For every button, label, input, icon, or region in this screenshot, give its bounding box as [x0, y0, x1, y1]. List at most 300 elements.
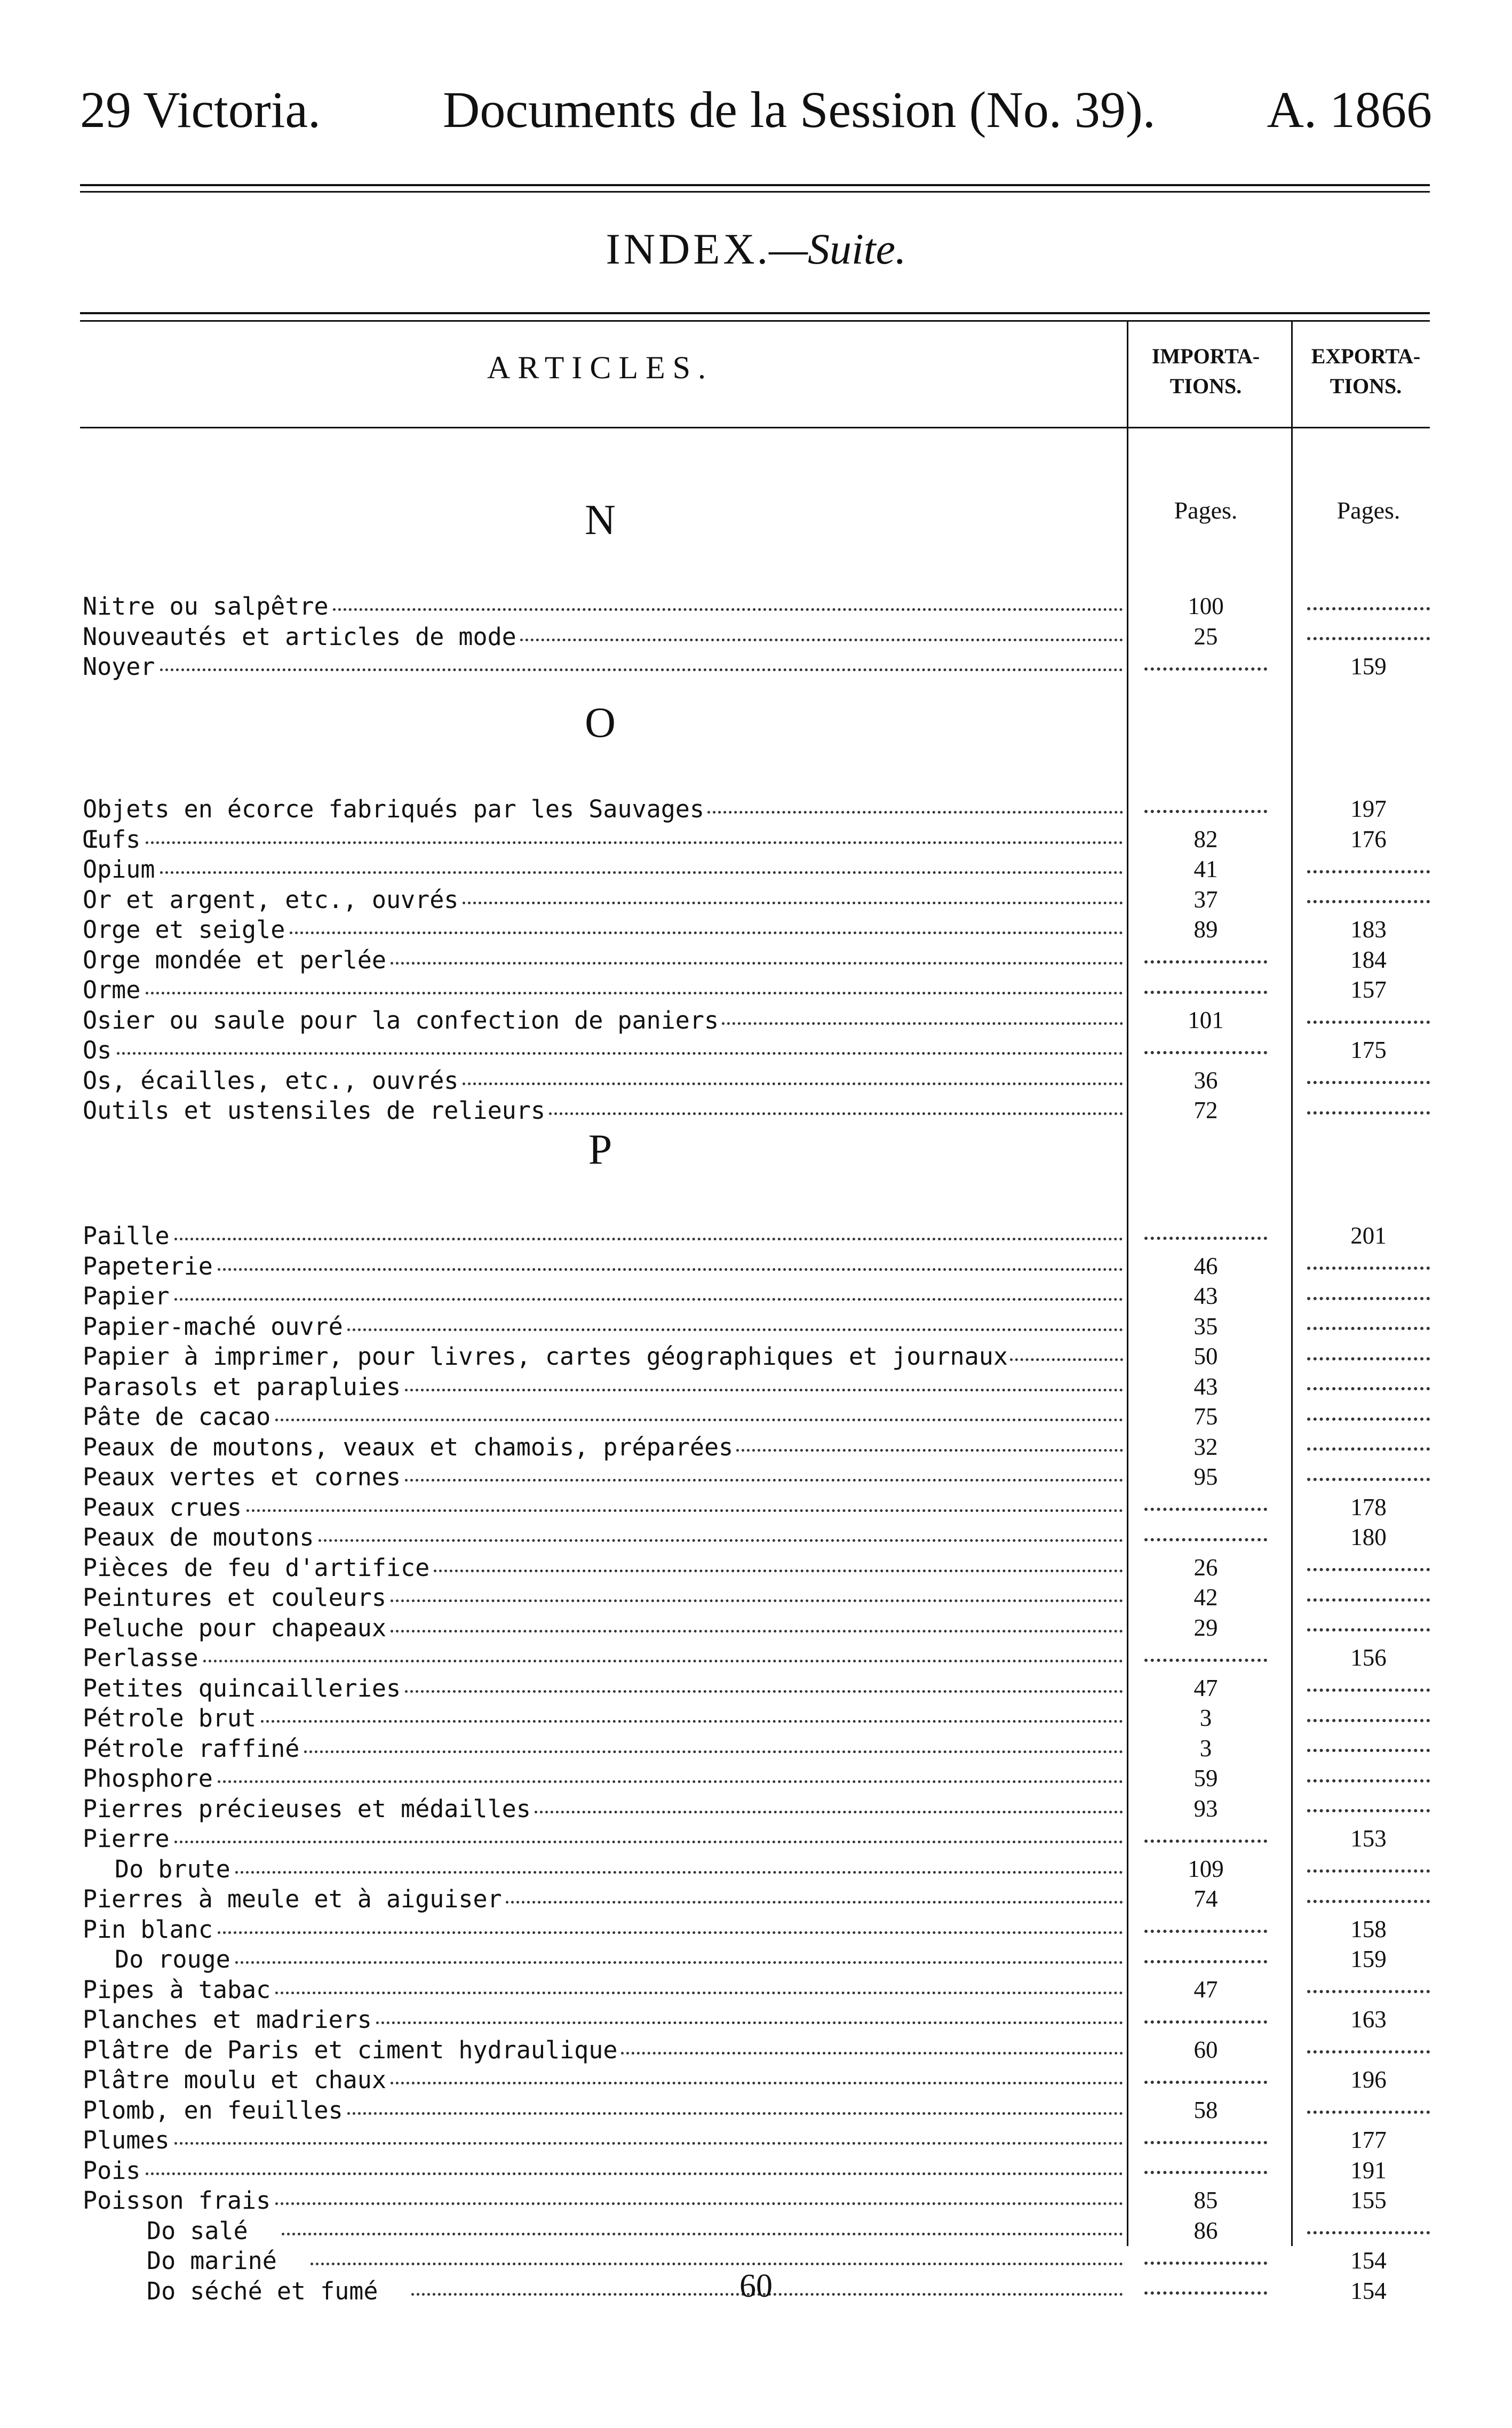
article-label: Peaux vertes et cornes [83, 1463, 401, 1491]
exportations-page [1307, 623, 1430, 650]
index-row [0, 2036, 1512, 2066]
dot-leader [1010, 1358, 1123, 1361]
dot-leader [405, 1690, 1123, 1693]
article-label: Do brute [115, 1854, 230, 1883]
exportations-page [1307, 1096, 1430, 1124]
importations-page: 60 [1193, 2036, 1218, 2063]
empty-dots [1307, 1900, 1430, 1903]
dot-leader [203, 1660, 1123, 1662]
dot-leader [707, 811, 1123, 814]
dot-leader [391, 1630, 1123, 1633]
index-row [0, 795, 1512, 825]
importations-page: 100 [1188, 593, 1224, 619]
empty-dots [1307, 1418, 1430, 1421]
importations-page [1144, 1825, 1267, 1852]
exportations-page: 175 [1350, 1037, 1387, 1063]
exportations-pages-label: Pages. [1336, 497, 1400, 524]
article-label: Pipes à tabac [83, 1975, 271, 2004]
index-row [0, 916, 1512, 945]
importations-page: 95 [1193, 1463, 1218, 1490]
exportations-page: 201 [1350, 1222, 1387, 1249]
exportations-page [1307, 1764, 1430, 1792]
importations-page: 58 [1193, 2096, 1218, 2123]
running-head-center: Documents de la Session (No. 39). [443, 81, 1156, 138]
index-row [0, 1554, 1512, 1583]
article-label: Or et argent, etc., ouvrés [83, 885, 459, 914]
index-row [0, 1342, 1512, 1372]
index-row [0, 1734, 1512, 1764]
importations-page [1144, 2156, 1267, 2184]
index-row [0, 2005, 1512, 2035]
empty-dots [1307, 1990, 1430, 1993]
dot-leader [333, 608, 1123, 611]
index-row [0, 1066, 1512, 1096]
exportations-page: 155 [1350, 2187, 1387, 2214]
index-row [0, 1463, 1512, 1493]
index-row [0, 1006, 1512, 1036]
article-label: Orge et seigle [83, 916, 285, 944]
dot-leader [160, 668, 1123, 671]
empty-dots [1307, 1387, 1430, 1390]
importations-page: 59 [1193, 1765, 1218, 1792]
importations-page: 26 [1193, 1554, 1218, 1581]
article-label: Orme [83, 976, 141, 1004]
importations-page: 29 [1193, 1614, 1218, 1641]
importations-page [1144, 2066, 1267, 2093]
articles-header: ARTICLES. [487, 350, 714, 385]
index-row [0, 1915, 1512, 1945]
dot-leader [405, 1479, 1123, 1482]
dot-leader [275, 1419, 1123, 1421]
article-label: Noyer [83, 652, 155, 681]
article-label: Do salé [147, 2216, 248, 2245]
exportations-page: 163 [1350, 2006, 1387, 2033]
index-row [0, 946, 1512, 976]
dot-leader [405, 1389, 1123, 1391]
exportations-page: 196 [1350, 2066, 1387, 2093]
index-row [0, 2217, 1512, 2247]
index-row [0, 1222, 1512, 1252]
importations-page [1144, 1945, 1267, 1973]
exportations-page [1307, 1674, 1430, 1702]
empty-dots [1144, 2171, 1267, 2174]
table-top-rule-1 [80, 312, 1430, 314]
article-label: Petites quincailleries [83, 1674, 401, 1702]
exportations-page: 157 [1350, 976, 1387, 1003]
dot-leader [290, 932, 1123, 934]
exportations-page [1307, 1066, 1430, 1094]
empty-dots [1144, 960, 1267, 964]
exportations-page [1307, 886, 1430, 913]
exportations-page [1307, 2036, 1430, 2064]
dot-leader [174, 1238, 1123, 1240]
article-label: Orge mondée et perlée [83, 945, 386, 974]
index-row [0, 1976, 1512, 2005]
importations-page [1144, 2126, 1267, 2154]
index-row [0, 1282, 1512, 1312]
empty-dots [1307, 900, 1430, 903]
dot-leader [621, 2052, 1123, 2055]
index-row [0, 1674, 1512, 1704]
exportations-page: 159 [1350, 653, 1387, 680]
index-row [0, 1644, 1512, 1674]
exportations-page [1307, 1795, 1430, 1822]
exportations-page: 178 [1350, 1493, 1387, 1521]
importations-page [1144, 795, 1267, 823]
exportations-page [1307, 1312, 1430, 1340]
dot-leader [246, 1509, 1123, 1512]
index-row [0, 1252, 1512, 1282]
importations-page: 46 [1193, 1252, 1218, 1279]
importations-page: 36 [1193, 1066, 1218, 1094]
importations-page: 3 [1199, 1734, 1212, 1762]
article-label: Nouveautés et articles de mode [83, 622, 516, 651]
dot-leader [391, 1599, 1123, 1602]
index-row [0, 2126, 1512, 2156]
index-row [0, 1704, 1512, 1734]
index-title-suffix: .—Suite. [758, 225, 906, 273]
empty-dots [1144, 1538, 1267, 1541]
importations-page [1144, 946, 1267, 974]
article-label: Peluche pour chapeaux [83, 1613, 386, 1642]
empty-dots [1307, 1081, 1430, 1084]
index-row [0, 1583, 1512, 1613]
importations-page: 41 [1193, 856, 1218, 882]
index-row [0, 1614, 1512, 1644]
index-row [0, 652, 1512, 682]
index-row [0, 1523, 1512, 1553]
empty-dots [1307, 870, 1430, 873]
exportations-page [1307, 1403, 1430, 1430]
importations-page: 47 [1193, 1674, 1218, 1701]
index-row [0, 825, 1512, 855]
exportations-page: 177 [1350, 2127, 1387, 2153]
importations-page [1144, 1644, 1267, 1671]
dot-leader [304, 1750, 1123, 1753]
running-head-right: A. 1866 [1267, 81, 1432, 138]
exportations-page [1307, 855, 1430, 883]
empty-dots [1307, 1447, 1430, 1451]
importations-page [1144, 652, 1267, 680]
dot-leader [275, 2202, 1123, 2205]
article-label: Planches et madriers [83, 2005, 372, 2034]
empty-dots [1144, 667, 1267, 671]
exportations-page [1307, 1282, 1430, 1310]
empty-dots [1307, 1719, 1430, 1722]
empty-dots [1307, 1267, 1430, 1270]
dot-leader [218, 1780, 1123, 1783]
importations-page: 109 [1188, 1855, 1224, 1882]
importations-page: 74 [1193, 1885, 1218, 1912]
index-row [0, 1885, 1512, 1915]
dot-leader [347, 2112, 1123, 2115]
article-label: Do rouge [115, 1945, 230, 1973]
dot-leader [535, 1811, 1123, 1813]
empty-dots [1144, 991, 1267, 994]
exportations-page [1307, 2096, 1430, 2124]
dot-leader [275, 1992, 1123, 1994]
dot-leader [463, 902, 1123, 904]
article-label: Pièces de feu d'artifice [83, 1553, 430, 1582]
exportations-page [1307, 1373, 1430, 1400]
importations-header [1131, 341, 1280, 401]
empty-dots [1144, 810, 1267, 813]
empty-dots [1307, 1111, 1430, 1115]
importations-page: 82 [1193, 825, 1218, 853]
exportations-page: 184 [1350, 946, 1387, 973]
dot-leader [391, 962, 1123, 965]
article-label: Poisson frais [83, 2186, 271, 2215]
dot-leader [506, 1901, 1123, 1904]
exportations-page: 159 [1350, 1946, 1387, 1972]
exportations-page: 191 [1350, 2156, 1387, 2184]
column-header-rule [80, 427, 1430, 428]
article-label: Plomb, en feuilles [83, 2096, 343, 2124]
importations-page: 43 [1193, 1283, 1218, 1309]
exportations-page [1307, 1463, 1430, 1491]
article-label: Pierres précieuses et médailles [83, 1794, 531, 1823]
index-row [0, 1403, 1512, 1432]
article-label: Pétrole raffiné [83, 1734, 300, 1763]
article-label: Parasols et parapluies [83, 1372, 401, 1401]
empty-dots [1307, 1809, 1430, 1812]
article-label: Opium [83, 855, 155, 883]
article-label: Pierres à meule et à aiguiser [83, 1885, 502, 1913]
article-label: Plâtre de Paris et ciment hydraulique [83, 2035, 618, 2064]
index-row [0, 1945, 1512, 1975]
exportations-page [1307, 1704, 1430, 1732]
index-row [0, 2096, 1512, 2126]
index-row [0, 1855, 1512, 1885]
importations-page: 85 [1193, 2187, 1218, 2214]
exportations-page [1307, 1554, 1430, 1581]
article-label: Papier à imprimer, pour livres, cartes géographiques et journaux [83, 1342, 1008, 1371]
index-row [0, 1825, 1512, 1854]
dot-leader [218, 1931, 1123, 1934]
article-label: Œufs [83, 825, 141, 854]
exportations-page: 154 [1350, 2247, 1387, 2274]
empty-dots [1144, 1840, 1267, 1843]
article-label: Peaux de moutons [83, 1523, 314, 1551]
dot-leader [174, 2142, 1123, 2145]
exportations-page [1307, 1433, 1430, 1461]
importations-header-line1: IMPORTA- [1151, 344, 1260, 368]
dot-leader [376, 2021, 1123, 2024]
index-row [0, 1312, 1512, 1342]
article-label: Pin blanc [83, 1915, 213, 1944]
section-letter-n: N [585, 497, 616, 544]
importations-page: 89 [1193, 916, 1218, 943]
empty-dots [1307, 607, 1430, 610]
header-rule-1 [80, 184, 1430, 186]
importations-page: 42 [1193, 1584, 1218, 1611]
importations-page: 3 [1199, 1705, 1212, 1731]
index-row [0, 623, 1512, 652]
empty-dots [1307, 1568, 1430, 1571]
empty-dots [1144, 2141, 1267, 2144]
empty-dots [1307, 1628, 1430, 1631]
empty-dots [1144, 1051, 1267, 1054]
section-letter-o: O [585, 699, 616, 746]
exportations-page: 153 [1350, 1825, 1387, 1852]
article-label: Outils et ustensiles de relieurs [83, 1096, 545, 1125]
article-label: Osier ou saule pour la confection de paniers [83, 1006, 719, 1034]
article-label: Do séché et fumé [147, 2276, 378, 2305]
article-label: Os [83, 1036, 112, 1064]
exportations-header-line1: EXPORTA- [1311, 344, 1421, 368]
importations-page [1144, 1222, 1267, 1249]
empty-dots [1144, 1960, 1267, 1963]
index-row [0, 592, 1512, 622]
importations-header-line2: TIONS. [1169, 374, 1242, 398]
index-row [0, 1036, 1512, 1066]
index-row [0, 2186, 1512, 2216]
dot-leader [218, 1268, 1123, 1271]
exportations-page [1307, 1734, 1430, 1762]
article-label: Papier-maché ouvré [83, 1312, 343, 1341]
empty-dots [1307, 1357, 1430, 1360]
empty-dots [1144, 1930, 1267, 1933]
exportations-page: 197 [1350, 795, 1387, 822]
dot-leader [146, 841, 1123, 844]
index-row [0, 1764, 1512, 1794]
empty-dots [1144, 1237, 1267, 1240]
running-head [80, 80, 1432, 139]
dot-leader [722, 1022, 1123, 1025]
exportations-page: 156 [1350, 1644, 1387, 1671]
empty-dots [1307, 2231, 1430, 2234]
section-letter-p: P [588, 1126, 612, 1173]
article-label: Pâte de cacao [83, 1403, 271, 1431]
importations-page: 50 [1193, 1343, 1218, 1370]
importations-page: 93 [1193, 1795, 1218, 1822]
table-top-rule-2 [80, 320, 1430, 322]
exportations-header-line2: TIONS. [1330, 374, 1402, 398]
exportations-page [1307, 1976, 1430, 2003]
article-label: Paille [83, 1222, 170, 1250]
dot-leader [319, 1539, 1123, 1542]
dot-leader [391, 2082, 1123, 2084]
exportations-page [1307, 1614, 1430, 1642]
empty-dots [1307, 1598, 1430, 1602]
exportations-page [1307, 1342, 1430, 1370]
empty-dots [1144, 2262, 1267, 2265]
importations-page: 75 [1193, 1403, 1218, 1430]
exportations-page [1307, 1006, 1430, 1034]
empty-dots [1307, 1779, 1430, 1782]
article-label: Pois [83, 2156, 141, 2185]
empty-dots [1144, 1508, 1267, 1511]
empty-dots [1307, 1478, 1430, 1481]
exportations-page: 158 [1350, 1915, 1387, 1943]
exportations-page [1307, 1885, 1430, 1913]
exportations-page: 154 [1350, 2277, 1387, 2304]
exportations-page [1307, 1855, 1430, 1883]
index-row [0, 1795, 1512, 1825]
index-row [0, 1373, 1512, 1403]
importations-page: 43 [1193, 1373, 1218, 1400]
running-head-left: 29 Victoria. [80, 81, 321, 138]
importations-page [1144, 1523, 1267, 1551]
empty-dots [1307, 2111, 1430, 2114]
dot-leader [311, 2263, 1123, 2265]
importations-page: 86 [1193, 2217, 1218, 2244]
empty-dots [1307, 1869, 1430, 1873]
index-row [0, 886, 1512, 916]
empty-dots [1307, 1749, 1430, 1752]
article-label: Plumes [83, 2126, 170, 2154]
exportations-header [1291, 341, 1441, 401]
importations-page: 25 [1193, 623, 1218, 650]
importations-page: 37 [1193, 886, 1218, 913]
article-label: Do mariné [147, 2247, 277, 2275]
article-label: Peintures et couleurs [83, 1583, 386, 1612]
dot-leader [174, 1841, 1123, 1843]
importations-page [1144, 1036, 1267, 1064]
importations-page [1144, 1915, 1267, 1943]
exportations-page: 183 [1350, 916, 1387, 943]
index-row [0, 2156, 1512, 2186]
index-row [0, 1433, 1512, 1463]
empty-dots [1307, 1689, 1430, 1692]
article-label: Phosphore [83, 1764, 213, 1793]
dot-leader [160, 871, 1123, 874]
dot-leader [434, 1570, 1123, 1572]
article-label: Objets en écorce fabriqués par les Sauvages [83, 795, 704, 823]
importations-page [1144, 2005, 1267, 2033]
dot-leader [235, 1871, 1123, 1874]
exportations-page: 176 [1350, 825, 1387, 853]
exportations-page [1307, 1252, 1430, 1280]
dot-leader [736, 1449, 1123, 1452]
article-label: Perlasse [83, 1644, 198, 1672]
dot-leader [463, 1082, 1123, 1085]
exportations-page [1307, 592, 1430, 620]
article-label: Peaux crues [83, 1493, 242, 1522]
index-row [0, 976, 1512, 1006]
header-rule-2 [80, 191, 1430, 193]
article-label: Papier [83, 1282, 170, 1310]
importations-page: 32 [1193, 1433, 1218, 1460]
empty-dots [1307, 2050, 1430, 2053]
empty-dots [1144, 2020, 1267, 2024]
article-label: Peaux de moutons, veaux et chamois, préparées [83, 1432, 734, 1461]
index-row [0, 855, 1512, 885]
dot-leader [347, 1328, 1123, 1331]
index-row [0, 1096, 1512, 1126]
index-row [0, 2066, 1512, 2096]
article-label: Pétrole brut [83, 1704, 257, 1732]
empty-dots [1307, 1327, 1430, 1330]
empty-dots [1307, 1021, 1430, 1024]
importations-page: 72 [1193, 1097, 1218, 1124]
importations-page: 35 [1193, 1312, 1218, 1340]
dot-leader [520, 639, 1123, 641]
exportations-page: 180 [1350, 1524, 1387, 1550]
article-label: Papeterie [83, 1252, 213, 1280]
page-number: 60 [739, 2268, 773, 2304]
article-label: Nitre ou salpêtre [83, 592, 329, 620]
empty-dots [1144, 1659, 1267, 1662]
importations-page [1144, 1493, 1267, 1521]
dot-leader [261, 1720, 1123, 1723]
dot-leader [174, 1298, 1123, 1301]
importations-page [1144, 976, 1267, 1004]
article-label: Os, écailles, etc., ouvrés [83, 1066, 459, 1095]
index-title-main: INDEX [606, 225, 758, 273]
dot-leader [146, 992, 1123, 994]
index-title [0, 224, 1512, 274]
